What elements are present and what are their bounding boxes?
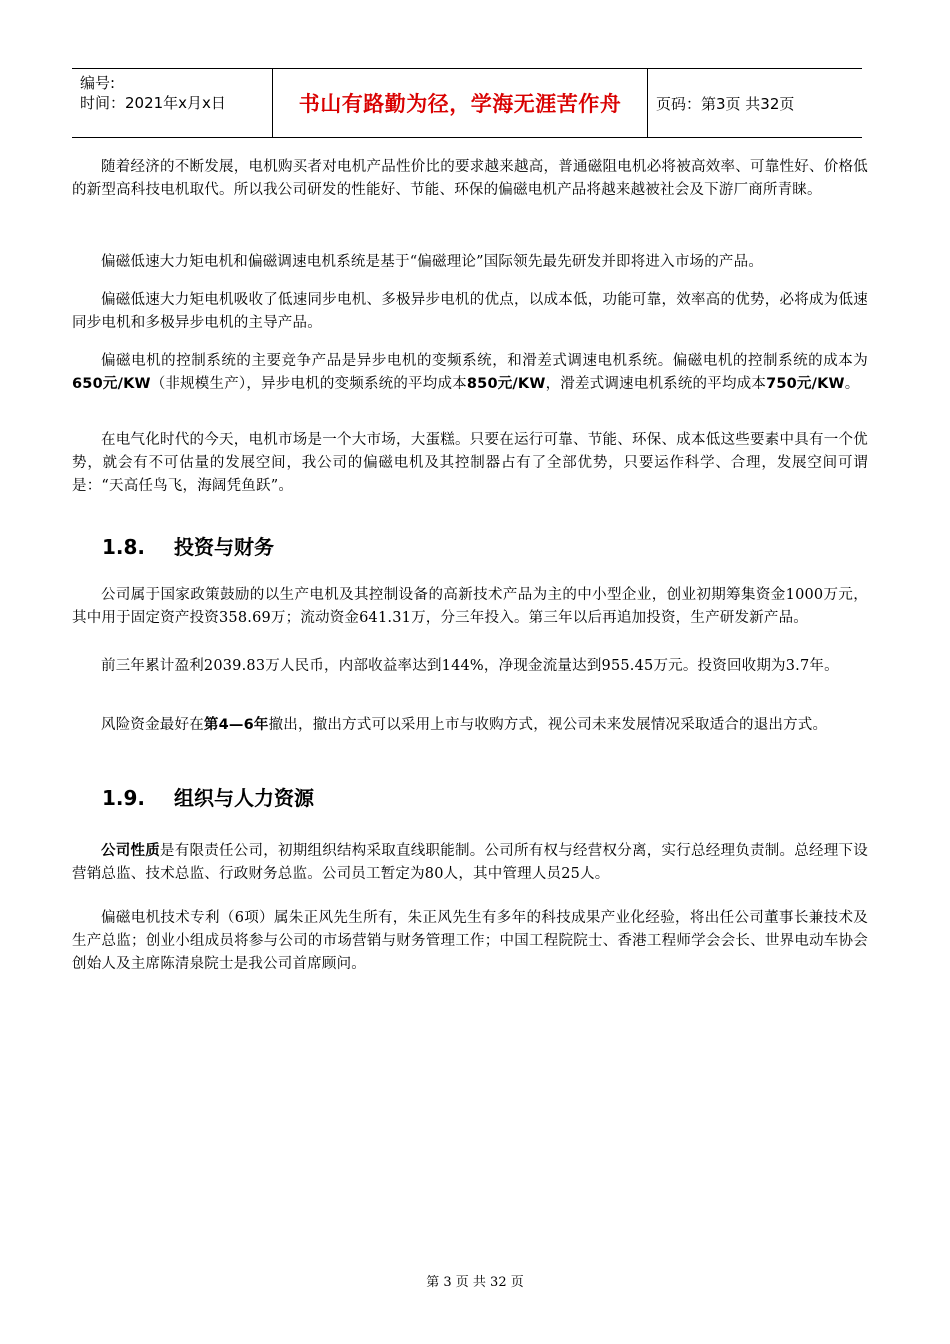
cost-text: （非规模生产），异步电机的变频系统的平均成本 bbox=[150, 376, 467, 392]
paragraph-risk-capital bbox=[72, 714, 868, 737]
company-nature-text: 是有限责任公司，初期组织结构采取直线职能制。公司所有权与经营权分离，实行总经理负责制。总经理下设营销总监、技术总监、行政财务总监。公司员工暂定为80人，其中管理人员25人。 bbox=[72, 843, 868, 882]
header-meta bbox=[80, 73, 270, 113]
section-heading-organization bbox=[102, 782, 314, 811]
cost-text: ，滑差式调速电机系统的平均成本 bbox=[545, 376, 767, 392]
paragraph-control-system-cost bbox=[72, 350, 868, 396]
company-nature-label: 公司性质 bbox=[101, 843, 161, 859]
section-number: 1.9. bbox=[102, 786, 146, 810]
paragraph-market-outlook: 在电气化时代的今天，电机市场是一个大市场，大蛋糕。只要在运行可靠、节能、环保、成本低这些要素中具有一个优势，就会有不可估量的发展空间，我公司的偏磁电机及其控制器占有了全部优势，只要运作科学、合理，发展空间可谓是：“天高任鸟飞，海阔凭鱼跃”。 bbox=[72, 432, 868, 494]
header-page-info: 页码：第3页 共32页 bbox=[656, 94, 795, 113]
paragraph-funding: 公司属于国家政策鼓励的以生产电机及其控制设备的高新技术产品为主的中小型企业，创业初期筹集资金1000万元，其中用于固定资产投资358.69万；流动资金641.31万，分三年投入。第三年以后再追加投资，生产研发新产品。 bbox=[72, 587, 868, 626]
document-number-label: 编号: bbox=[80, 74, 116, 92]
document-date: 时间：2021年x月x日 bbox=[80, 94, 226, 112]
header-divider bbox=[647, 69, 648, 137]
cost-value-inverter: 850元/KW bbox=[466, 376, 546, 392]
page-header bbox=[72, 68, 862, 138]
paragraph-market-trend: 随着经济的不断发展，电机购买者对电机产品性价比的要求越来越高，普通磁阻电机必将被高效率、可靠性好、价格低的新型高科技电机取代。所以我公司研发的性能好、节能、环保的偏磁电机产品将越来越被社会及下游厂商所青睐。 bbox=[72, 159, 868, 198]
cost-text: 偏磁电机的控制系统的主要竞争产品是异步电机的变频系统，和滑差式调速电机系统。偏磁电机的控制系统的成本为 bbox=[101, 353, 868, 369]
section-number: 1.8. bbox=[102, 535, 146, 559]
paragraph-team-patents: 偏磁电机技术专利（6项）属朱正风先生所有，朱正风先生有多年的科技成果产业化经验，将出任公司董事长兼技术及生产总监；创业小组成员将参与公司的市场营销与财务管理工作；中国工程院院士、香港工程师学会会长、世界电动车协会创始人及主席陈清泉院士是我公司首席顾问。 bbox=[72, 910, 868, 972]
paragraph-motor-advantages: 偏磁低速大力矩电机吸收了低速同步电机、多极异步电机的优点，以成本低，功能可靠，效率高的优势，必将成为低速同步电机和多极异步电机的主导产品。 bbox=[72, 292, 868, 331]
paragraph-product-basis: 偏磁低速大力矩电机和偏磁调速电机系统是基于“偏磁理论”国际领先最先研发并即将进入市场的产品。 bbox=[101, 254, 764, 270]
section-heading-investment bbox=[102, 531, 274, 560]
cost-value-slip: 750元/KW bbox=[766, 376, 845, 392]
cost-value-bias-motor: 650元/KW bbox=[72, 376, 151, 392]
section-title: 投资与财务 bbox=[174, 535, 274, 559]
risk-text: 撤出，撤出方式可以采用上市与收购方式，视公司未来发展情况采取适合的退出方式。 bbox=[268, 717, 828, 733]
header-motto: 书山有路勤为径，学海无涯苦作舟 bbox=[298, 92, 622, 116]
paragraph-profit: 前三年累计盈利2039.83万人民币，内部收益率达到144%，净现金流量达到955.45万元。投资回收期为3.7年。 bbox=[101, 658, 839, 674]
exit-period: 第4—6年 bbox=[203, 717, 269, 733]
page-footer: 第 3 页 共 32 页 bbox=[426, 1275, 524, 1290]
cost-text: 。 bbox=[844, 376, 860, 392]
section-title: 组织与人力资源 bbox=[174, 786, 314, 810]
paragraph-company-nature bbox=[72, 840, 868, 886]
risk-text: 风险资金最好在 bbox=[101, 717, 204, 733]
